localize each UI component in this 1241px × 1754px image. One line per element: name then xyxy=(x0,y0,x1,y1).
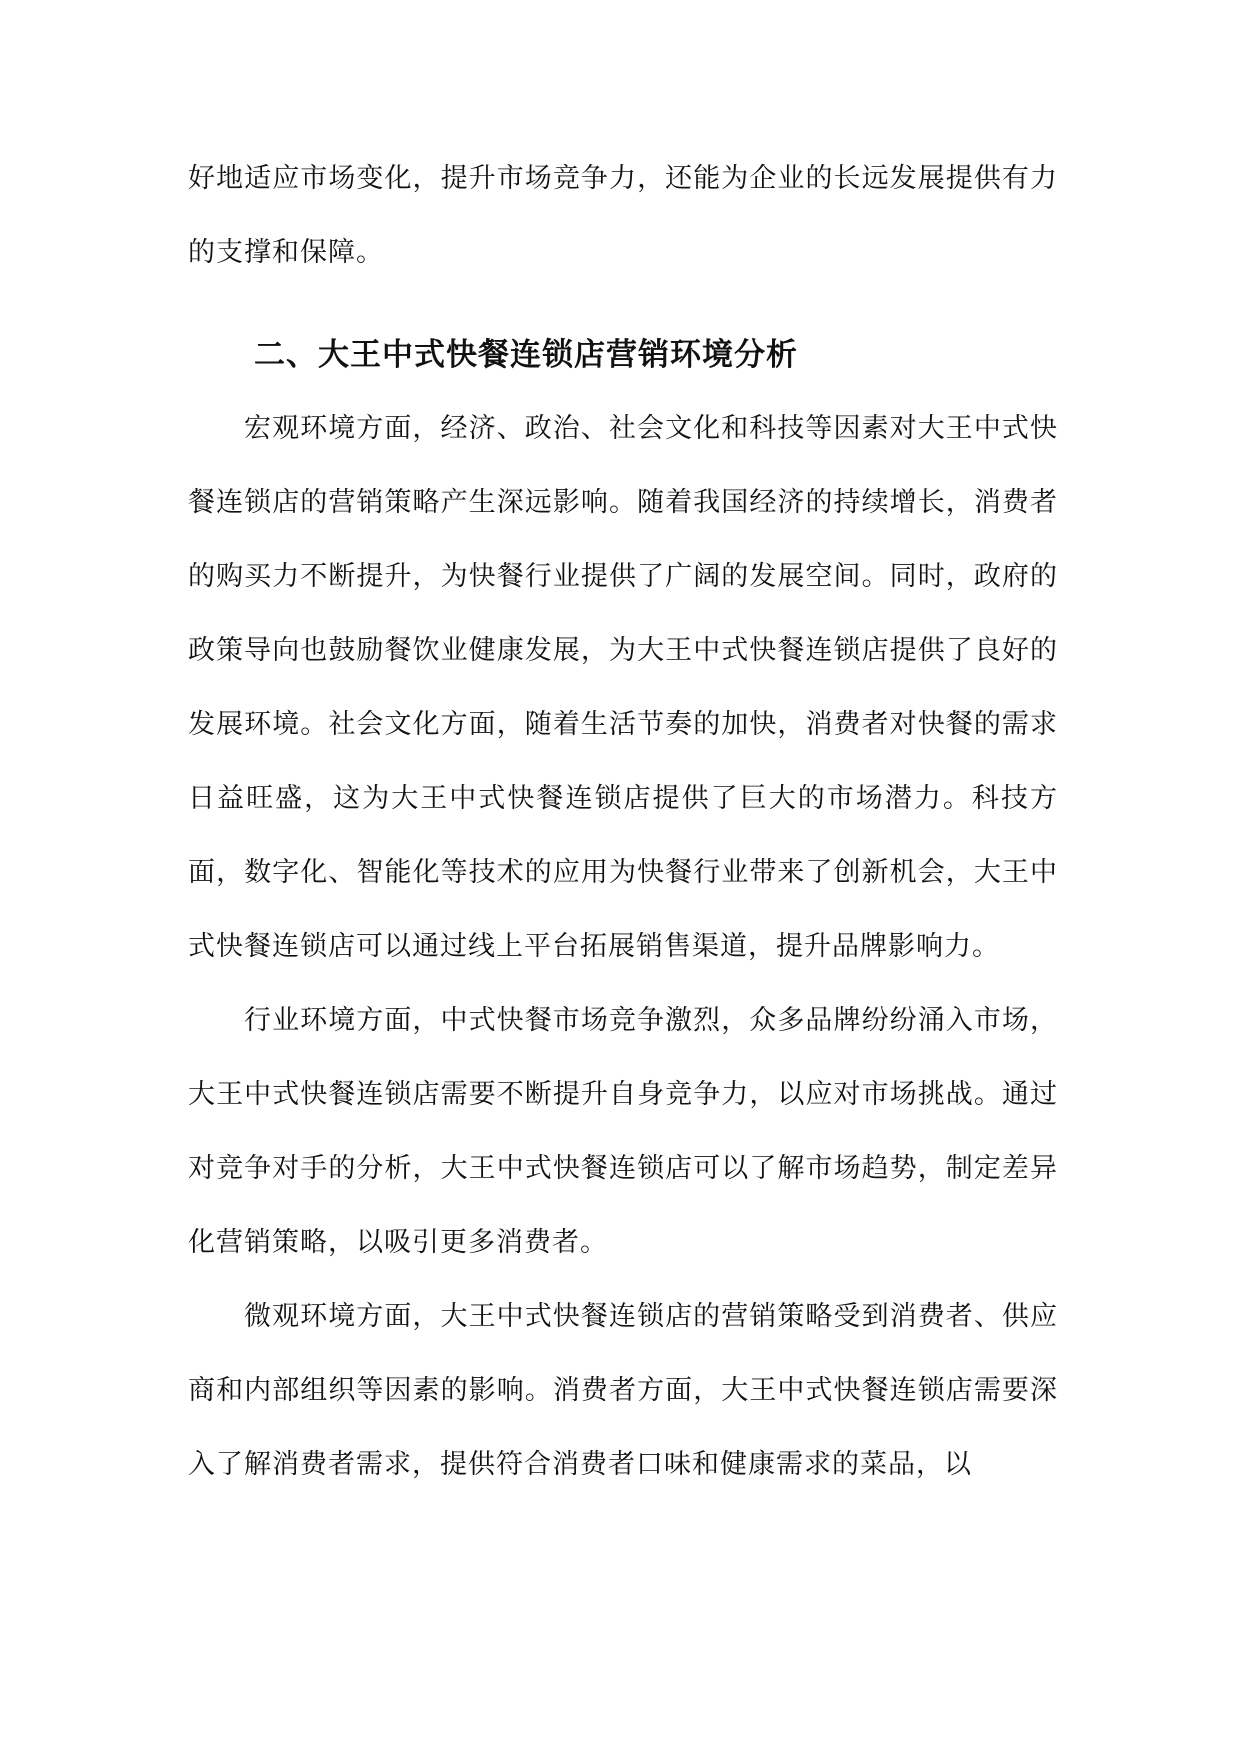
paragraph-industry-environment: 行业环境方面，中式快餐市场竞争激烈，众多品牌纷纷涌入市场，大王中式快餐连锁店需要不断提升自身竞争力，以应对市场挑战。通过对竞争对手的分析，大王中式快餐连锁店可以了解市场趋势，制定差异化营销策略，以吸引更多消费者。 xyxy=(188,1005,1058,1258)
paragraph-micro-environment: 微观环境方面，大王中式快餐连锁店的营销策略受到消费者、供应商和内部组织等因素的影响。消费者方面，大王中式快餐连锁店需要深入了解消费者需求，提供符合消费者口味和健康需求的菜品，以 xyxy=(188,1301,1058,1480)
paragraph-macro-environment: 宏观环境方面，经济、政治、社会文化和科技等因素对大王中式快餐连锁店的营销策略产生深远影响。随着我国经济的持续增长，消费者的购买力不断提升，为快餐行业提供了广阔的发展空间。同时，政府的政策导向也鼓励餐饮业健康发展，为大王中式快餐连锁店提供了良好的发展环境。社会文化方面，随着生活节奏的加快，消费者对快餐的需求日益旺盛，这为大王中式快餐连锁店提供了巨大的市场潜力。科技方面，数字化、智能化等技术的应用为快餐行业带来了创新机会，大王中式快餐连锁店可以通过线上平台拓展销售渠道，提升品牌影响力。 xyxy=(188,413,1058,962)
section-heading: 二、大王中式快餐连锁店营销环境分析 xyxy=(254,337,798,373)
section-spacer xyxy=(188,290,1058,318)
continuation-paragraph: 好地适应市场变化，提升市场竞争力，还能为企业的长远发展提供有力的支撑和保障。 xyxy=(188,163,1058,268)
document-body xyxy=(188,142,1058,1502)
